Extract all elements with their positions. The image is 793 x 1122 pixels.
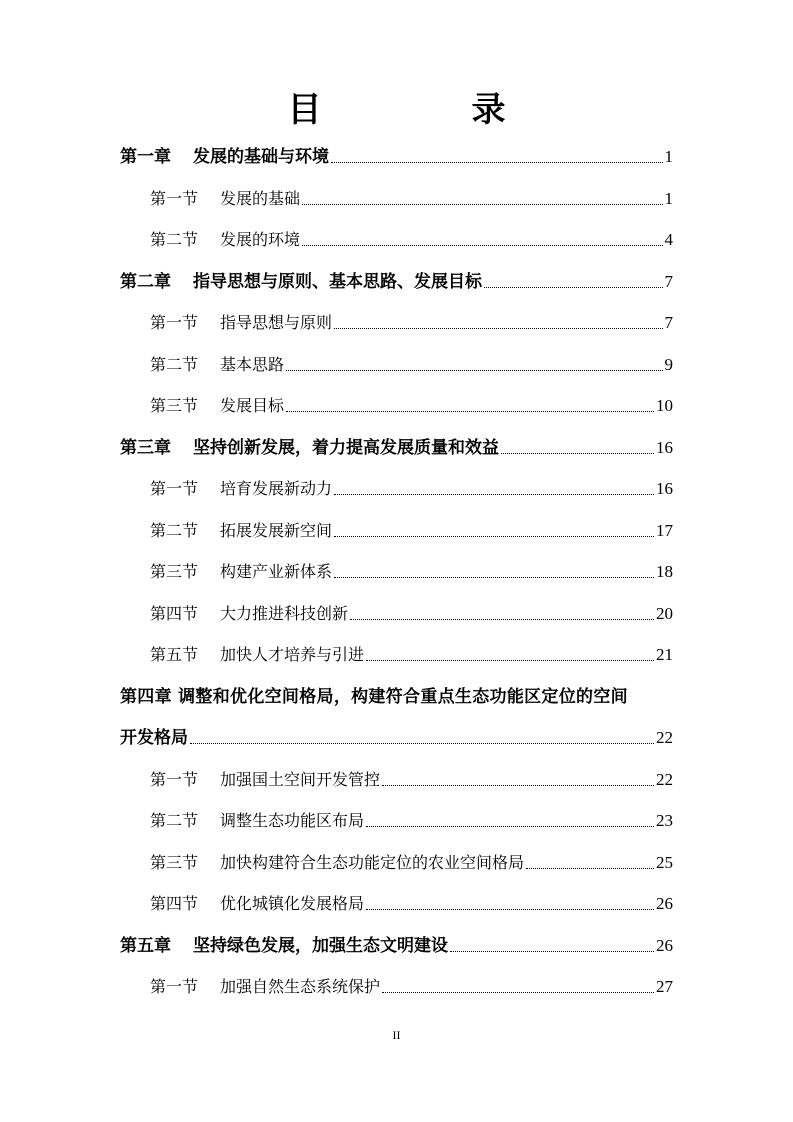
- toc-page-number: 10: [656, 396, 673, 415]
- toc-entry-title: [120, 935, 448, 957]
- toc-page-number: 27: [656, 977, 673, 996]
- toc-section-entry[interactable]: [0, 506, 793, 542]
- toc-page-number: 17: [656, 520, 673, 540]
- toc-section-entry[interactable]: [0, 755, 793, 791]
- toc-entry-number: 第二节: [150, 230, 199, 249]
- dot-leader: [334, 494, 654, 495]
- dot-leader: [334, 328, 662, 329]
- toc-page-number: 22: [656, 728, 673, 747]
- toc-section-entry[interactable]: [0, 340, 793, 376]
- dot-leader: [286, 370, 662, 371]
- toc-entry-title: [150, 354, 284, 376]
- toc-page-number: 21: [656, 645, 673, 664]
- dot-leader: [334, 536, 654, 537]
- toc-entry-text: 加快构建符合生态功能定位的农业空间格局: [220, 852, 525, 872]
- dot-leader: [350, 619, 654, 620]
- toc-section-entry[interactable]: [0, 464, 793, 500]
- toc-entry-title: [120, 146, 329, 168]
- toc-entry-number: 第二节: [150, 520, 199, 540]
- toc-section-entry[interactable]: [0, 298, 793, 334]
- toc-entry-text: 大力推进科技创新: [220, 603, 349, 623]
- toc-title: 目 录: [287, 90, 564, 130]
- toc-entry-text: 构建产业新体系: [220, 562, 333, 581]
- toc-entry-number: 第一章: [120, 147, 171, 167]
- toc-chapter-line[interactable]: 第四章 调整和优化空间格局，构建符合重点生态功能区定位的空间: [120, 686, 628, 707]
- dot-leader: [382, 992, 654, 993]
- toc-page-number: 1: [664, 188, 673, 208]
- toc-page-number: 18: [656, 562, 673, 581]
- toc-entry-title: [150, 852, 524, 874]
- page-number-footer: II: [392, 1028, 401, 1042]
- toc-entry-title: [150, 188, 300, 210]
- toc-entry-title: [150, 561, 332, 583]
- toc-entry-number: 第一节: [150, 769, 199, 789]
- toc-entry-text: 拓展发展新空间: [220, 520, 333, 540]
- toc-entry-title: [150, 603, 348, 625]
- toc-entry-text: 基本思路: [220, 354, 285, 374]
- toc-entry-text: 加强国土空间开发管控: [220, 769, 381, 789]
- toc-entry-text: 加强自然生态系统保护: [220, 977, 381, 996]
- toc-page-number: 25: [656, 852, 673, 872]
- toc-page-number: 7: [664, 313, 673, 332]
- toc-page-number: 16: [656, 437, 673, 457]
- toc-entry-number: 第二节: [150, 354, 199, 374]
- toc-entry-title: [150, 644, 364, 666]
- toc-entry-number: 第三节: [150, 396, 199, 415]
- toc-entry-text: 优化城镇化发展格局: [220, 894, 365, 913]
- toc-page-number: 22: [656, 769, 673, 789]
- toc-entry-title: [150, 769, 380, 791]
- toc-entry-number: 第二节: [150, 811, 199, 830]
- toc-section-entry[interactable]: [0, 589, 793, 625]
- toc-page-number: 26: [656, 894, 673, 913]
- toc-page-number: 4: [664, 230, 673, 249]
- toc-entry-text: 发展的基础与环境: [193, 147, 329, 167]
- toc-entry-title: 开发格局: [120, 728, 188, 748]
- toc-section-entry[interactable]: [0, 630, 793, 666]
- toc-entry-text: 调整生态功能区布局: [220, 811, 365, 830]
- toc-page-number: 26: [656, 935, 673, 955]
- dot-leader: [286, 411, 654, 412]
- toc-entry-number: 第四节: [150, 603, 199, 623]
- toc-section-entry[interactable]: [0, 879, 793, 915]
- toc-entry-text: 加快人才培养与引进: [220, 645, 365, 664]
- toc-section-entry[interactable]: [0, 962, 793, 998]
- toc-page-number: 20: [656, 603, 673, 623]
- toc-section-entry[interactable]: [0, 796, 793, 832]
- dot-leader: [302, 204, 662, 205]
- dot-leader: [484, 287, 663, 288]
- toc-entry-text: 指导思想与原则: [220, 313, 333, 332]
- toc-entry-text: 发展目标: [220, 396, 285, 415]
- toc-entry-number: 第二章: [120, 271, 171, 292]
- toc-entry-number: 第三节: [150, 852, 199, 872]
- toc-entry-text: 发展的环境: [220, 230, 301, 249]
- toc-chapter-entry[interactable]: [0, 713, 793, 749]
- toc-entry-number: 第三节: [150, 562, 199, 581]
- toc-entry-title: [150, 395, 284, 417]
- toc-chapter-entry[interactable]: [0, 423, 793, 459]
- toc-page-number: 7: [664, 271, 673, 291]
- toc-entry-title: [150, 810, 364, 832]
- toc-entry-title: [150, 229, 300, 251]
- dot-leader: [190, 743, 654, 744]
- dot-leader: [334, 577, 654, 578]
- toc-entry-number: 第五节: [150, 645, 199, 664]
- dot-leader: [450, 951, 654, 952]
- toc-page-number: 9: [664, 354, 673, 374]
- toc-entry-text: 坚持绿色发展，加强生态文明建设: [193, 935, 448, 956]
- toc-entry-title: [150, 478, 332, 500]
- dot-leader: [366, 660, 654, 661]
- toc-section-entry[interactable]: [0, 381, 793, 417]
- toc-entry-number: 第一节: [150, 479, 199, 498]
- toc-entry-title: [120, 437, 499, 459]
- toc-page-number: 1: [664, 147, 673, 166]
- toc-entry-text: 指导思想与原则、基本思路、发展目标: [193, 271, 482, 292]
- toc-entry-text: 发展的基础: [220, 188, 301, 208]
- toc-entry-text: 坚持创新发展，着力提高发展质量和效益: [193, 437, 499, 458]
- toc-entry-title: [150, 520, 332, 542]
- toc-entry-title: [150, 312, 332, 334]
- dot-leader: [382, 785, 654, 786]
- toc-entry-number: 第一节: [150, 313, 199, 332]
- dot-leader: [526, 868, 654, 869]
- toc-section-entry[interactable]: [0, 838, 793, 874]
- dot-leader: [366, 909, 654, 910]
- toc-entry-title: [120, 271, 482, 293]
- toc-entry-title: [150, 976, 380, 998]
- toc-chapter-entry[interactable]: [0, 257, 793, 293]
- toc-entry-number: 第四节: [150, 894, 199, 913]
- dot-leader: [302, 245, 662, 246]
- toc-chapter-entry[interactable]: [0, 921, 793, 957]
- toc-entry-text: 培育发展新动力: [220, 479, 333, 498]
- toc-entry-title: [150, 893, 364, 915]
- toc-entry-number: 第五章: [120, 935, 171, 956]
- toc-section-entry[interactable]: [0, 215, 793, 251]
- dot-leader: [366, 826, 654, 827]
- toc-entry-number: 第一节: [150, 188, 199, 208]
- dot-leader: [331, 162, 663, 163]
- dot-leader: [501, 453, 654, 454]
- toc-chapter-entry[interactable]: [0, 132, 793, 168]
- toc-entry-number: 第三章: [120, 437, 171, 458]
- toc-entry-number: 第一节: [150, 977, 199, 996]
- toc-section-entry[interactable]: [0, 174, 793, 210]
- toc-page-number: 23: [656, 811, 673, 830]
- toc-section-entry[interactable]: [0, 547, 793, 583]
- toc-page-number: 16: [656, 479, 673, 498]
